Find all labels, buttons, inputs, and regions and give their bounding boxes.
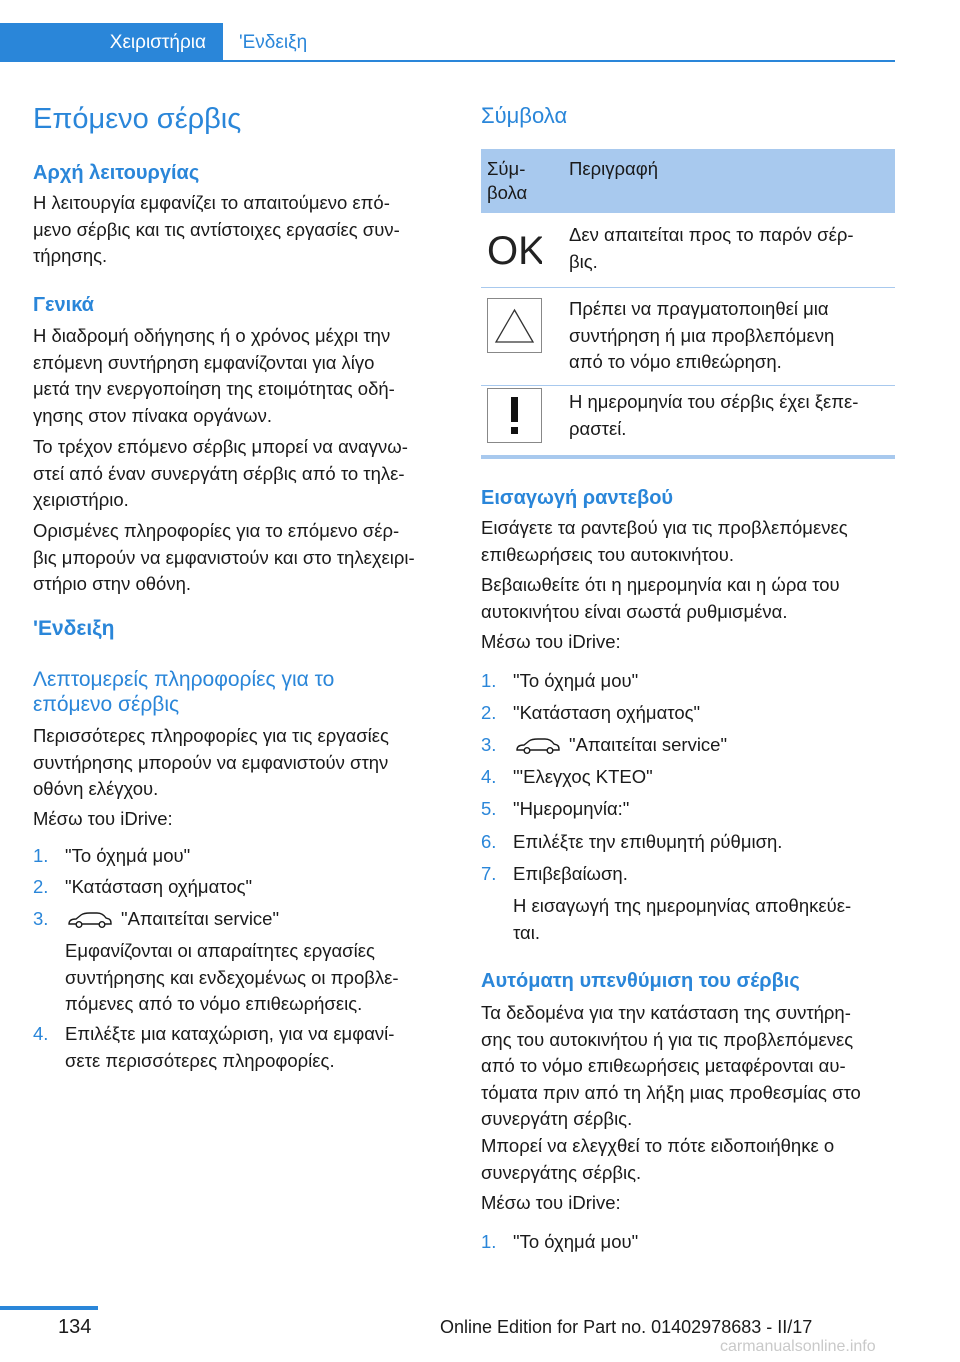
heading-appointment: Εισαγωγή ραντεβού (481, 487, 674, 509)
list-text: "Απαιτείται service" (121, 908, 280, 929)
footer-rule (0, 1306, 98, 1310)
ok-icon (487, 222, 542, 277)
list-number: 4. (33, 1023, 49, 1044)
text-general-2: Το τρέχον επόμενο σέρβις μπορεί να αναγνω‐ στεί από έναν συνεργάτη σέρβις από το τηλε‐ χειριστήριο. (33, 436, 408, 510)
list-number: 7. (481, 863, 497, 884)
car-icon (515, 737, 561, 755)
text-detailed-info: Περισσότερες πληροφορίες για τις εργασίες συντήρησης μπορούν να εμφανιστούν στην οθόνη ελέγχου. (33, 725, 389, 799)
list-number: 1. (481, 1231, 497, 1252)
list-text: Η εισαγωγή της ημερομηνίας αποθηκεύε‐ ται. (513, 895, 852, 943)
table-header-description: Περιγραφή (569, 158, 658, 179)
text-general-3: Ορισμένες πληροφορίες για το επόμενο σέρ‐ βις μπορούν να εμφανιστούν και στο τηλεχειρι‐ στήριο στην οθόνη. (33, 520, 415, 594)
heading-auto-reminder: Αυτόματη υπενθύμιση του σέρβις (481, 970, 800, 992)
text-auto-reminder-1: Τα δεδομένα για την κατάσταση της συντήρη‐ σης του αυτοκινήτου ή για τις προβλεπόμενες από το νόμο επιθεωρήσεις μεταφέρονται αυ‐ τόματα πριν από τη λήξη μιας προθεσμίας στο συνεργάτη σέρβις. (481, 1002, 861, 1129)
header-tab-chapter-label: Χειριστήρια (109, 32, 206, 53)
list-text: "'Ελεγχος ΚΤΕΟ" (513, 766, 653, 787)
table-bottom-rule (481, 455, 895, 459)
list-text: Επιβεβαίωση. (513, 863, 628, 884)
heading-general: Γενικά (33, 294, 94, 316)
list-number: 2. (33, 876, 49, 897)
table-row-text: Δεν απαιτείται προς το παρόν σέρ‐ βις. (569, 224, 854, 272)
svg-text:OK: OK (487, 229, 542, 273)
list-text: "Το όχημά μου" (513, 1231, 639, 1252)
text-via-idrive: Μέσω του iDrive: (33, 808, 173, 829)
page-header (0, 0, 895, 62)
text-general-1: Η διαδρομή οδήγησης ή ο χρόνος μέχρι την επόμενη συντήρηση εμφανίζονται για λίγο μετά την ενεργοποίηση της ετοιμότητας οδή‐ γησης στον πίνακα οργάνων. (33, 325, 395, 426)
heading-detailed-info: Λεπτομερείς πληροφορίες για το επόμενο σέρβις (33, 668, 335, 716)
page-number: 134 (58, 1316, 92, 1338)
list-number: 5. (481, 798, 497, 819)
list-text: "Ημερομηνία:" (513, 798, 630, 819)
table-row-text: Η ημερομηνία του σέρβις έχει ξεπε‐ ραστεί. (569, 391, 859, 439)
text-appointment-1: Εισάγετε τα ραντεβού για τις προβλεπόμενες επιθεωρήσεις του αυτοκινήτου. (481, 517, 848, 565)
car-icon (67, 911, 113, 929)
list-number: 4. (481, 766, 497, 787)
list-number: 2. (481, 702, 497, 723)
list-number: 3. (33, 908, 49, 929)
list-text: "Απαιτείται service" (569, 734, 728, 755)
heading-symbols: Σύμβολα (481, 103, 568, 128)
table-row-divider (481, 385, 895, 386)
exclamation-icon (487, 388, 542, 443)
list-text: Επιλέξτε την επιθυμητή ρύθμιση. (513, 831, 783, 852)
page-title: Επόμενο σέρβις (33, 103, 242, 135)
text-principle: Η λειτουργία εμφανίζει το απαιτούμενο επό‐ μενο σέρβις και τις αντίστοιχες εργασίες συν‐ τήρησης. (33, 192, 400, 266)
text-appointment-2: Βεβαιωθείτε ότι η ημερομηνία και η ώρα του αυτοκινήτου είναι σωστά ρυθμισμένα. (481, 574, 840, 622)
list-text: "Κατάσταση οχήματος" (65, 876, 253, 897)
list-text: Επιλέξτε μια καταχώριση, για να εμφανί‐ σετε περισσότερες πληροφορίες. (65, 1023, 395, 1071)
text-auto-reminder-2: Μπορεί να ελεγχθεί το πότε ειδοποιήθηκε ο συνεργάτης σέρβις. (481, 1135, 835, 1183)
table-header-symbols: Σύμ‐ βολα (487, 158, 528, 203)
list-text: "Το όχημά μου" (65, 845, 191, 866)
list-number: 6. (481, 831, 497, 852)
edition-text: Online Edition for Part no. 01402978683 - II/17 (440, 1317, 813, 1337)
list-text: "Το όχημά μου" (513, 670, 639, 691)
text-via-idrive: Μέσω του iDrive: (481, 631, 621, 652)
header-tab-chapter[interactable] (0, 23, 223, 62)
list-text: Εμφανίζονται οι απαραίτητες εργασίες συντήρησης και ενδεχομένως οι προβλε‐ πόμενες από το νόμο επιθεωρήσεις. (65, 940, 399, 1014)
heading-principle: Αρχή λειτουργίας (33, 162, 200, 184)
watermark: carmanualsonline.info (720, 1338, 876, 1355)
header-tab-section[interactable]: 'Ενδειξη (239, 32, 308, 53)
header-rule (0, 60, 895, 62)
table-row-divider (481, 287, 895, 288)
table-header (481, 149, 895, 213)
list-text: "Κατάσταση οχήματος" (513, 702, 701, 723)
text-via-idrive: Μέσω του iDrive: (481, 1192, 621, 1213)
list-number: 3. (481, 734, 497, 755)
table-row-text: Πρέπει να πραγματοποιηθεί μια συντήρηση ή μια προβλεπόμενη από το νόμο επιθεώρηση. (569, 298, 835, 372)
list-number: 1. (33, 845, 49, 866)
heading-display: 'Ενδειξη (33, 617, 115, 640)
warning-triangle-icon (487, 298, 542, 353)
list-number: 1. (481, 670, 497, 691)
